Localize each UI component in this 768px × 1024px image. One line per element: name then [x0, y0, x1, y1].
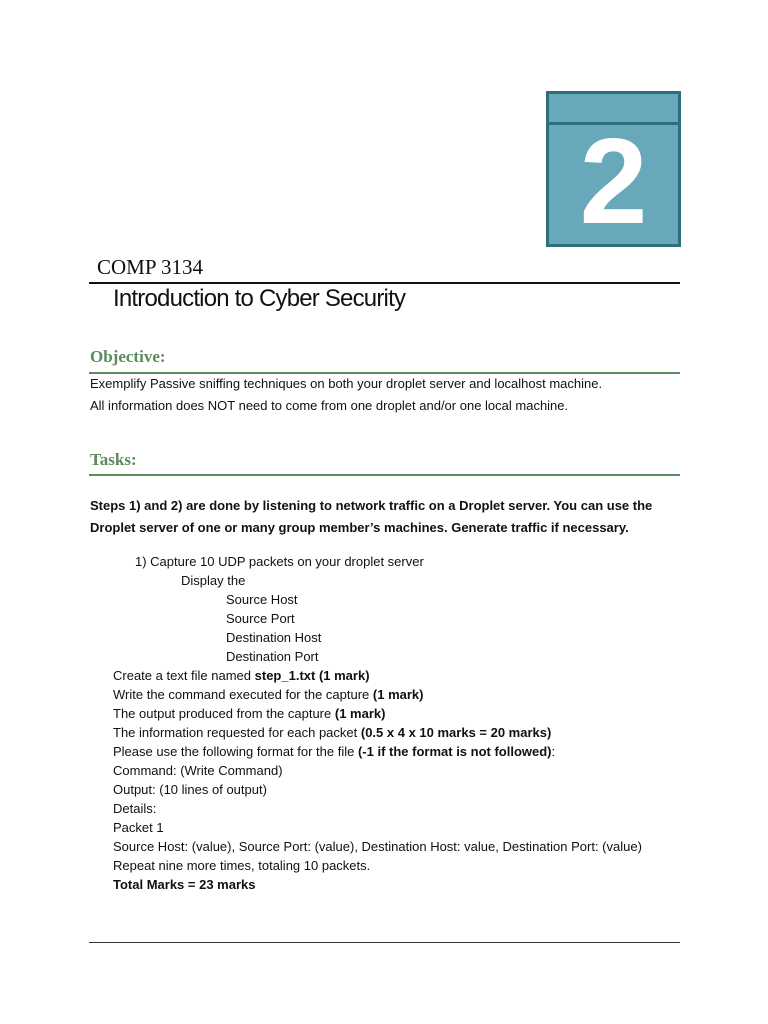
output-text: The output produced from the capture [113, 706, 335, 721]
chapter-number-box [546, 91, 681, 247]
info-text: The information requested for each packet [113, 725, 361, 740]
total-marks: Total Marks = 23 marks [113, 877, 256, 892]
chapter-number: 2 [579, 113, 648, 249]
step1-title: 1) Capture 10 UDP packets on your droplet server [135, 554, 424, 569]
info-bold: (0.5 x 4 x 10 marks = 20 marks) [360, 725, 552, 740]
step1-display-label: Display the [181, 573, 246, 588]
format-text: Please use the following format for the file [113, 744, 358, 759]
format-line-command: Command: (Write Command) [113, 763, 283, 778]
format-line-details: Details: [113, 801, 157, 816]
course-code: COMP 3134 [97, 255, 203, 279]
field-destination-port: Destination Port [226, 649, 319, 664]
format-line-packet: Packet 1 [113, 820, 164, 835]
command-text: Write the command executed for the capture [113, 687, 373, 702]
output-line [113, 705, 385, 723]
objective-divider [89, 372, 680, 374]
create-file-text: Create a text file named [113, 668, 255, 683]
field-source-port: Source Port [226, 611, 295, 626]
course-title: Introduction to Cyber Security [113, 285, 406, 312]
field-source-host: Source Host [226, 592, 298, 607]
command-line [113, 686, 423, 704]
tasks-intro-line-1: Steps 1) and 2) are done by listening to network traffic on a Droplet server. You can use the [90, 498, 653, 513]
objective-line-2: All information does NOT need to come from one droplet and/or one local machine. [90, 398, 569, 413]
format-line [113, 743, 555, 761]
create-file-bold: step_1.txt (1 mark) [254, 668, 370, 683]
format-line-source-details: Source Host: (value), Source Port: (value), Destination Host: value, Destination Port: (value) [113, 839, 642, 854]
footer-divider [89, 942, 680, 943]
format-line-repeat: Repeat nine more times, totaling 10 packets. [113, 858, 371, 873]
tasks-divider [89, 474, 680, 476]
command-bold: (1 mark) [372, 687, 424, 702]
field-destination-host: Destination Host [226, 630, 322, 645]
format-bold: (-1 if the format is not followed) [357, 744, 552, 759]
create-file-line [113, 667, 370, 685]
output-bold: (1 mark) [334, 706, 386, 721]
tasks-intro-line-2: Droplet server of one or many group member’s machines. Generate traffic if necessary. [90, 520, 629, 535]
format-suffix: : [551, 744, 556, 759]
tasks-heading: Tasks: [90, 450, 137, 469]
objective-heading: Objective: [90, 347, 166, 366]
objective-line-1: Exemplify Passive sniffing techniques on both your droplet server and localhost machine. [90, 376, 603, 391]
header-divider [89, 282, 680, 284]
info-line [113, 724, 551, 742]
format-line-output: Output: (10 lines of output) [113, 782, 267, 797]
